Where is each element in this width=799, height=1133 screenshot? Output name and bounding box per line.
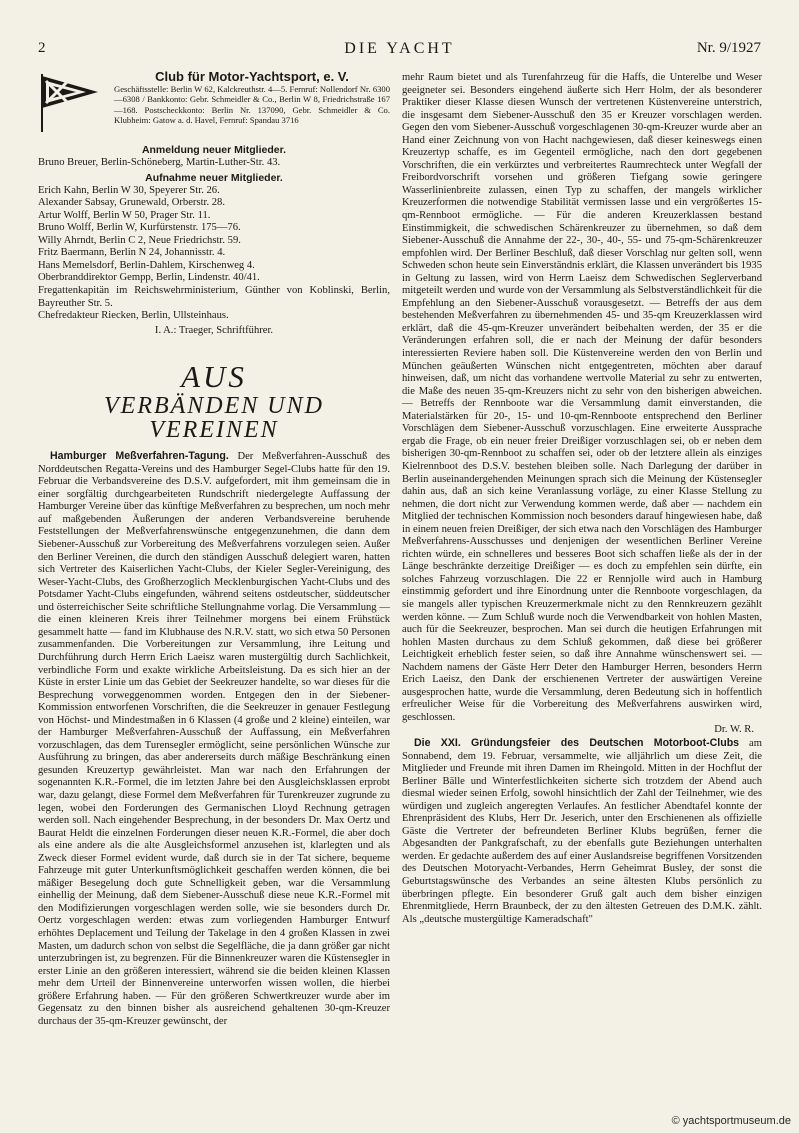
article1-signature: Dr. W. R. — [714, 724, 754, 736]
page-header — [38, 40, 761, 60]
list-item: Bruno Wolff, Berlin W, Kurfürstenstr. 175—76. — [38, 222, 241, 234]
issue-number: Nr. 9/1927 — [696, 40, 761, 56]
journal-title: DIE YACHT — [344, 40, 455, 57]
list-item: Hans Memelsdorf, Berlin-Dahlem, Kirschenweg 4. — [38, 259, 255, 271]
club-name: Club für Motor-Yachtsport, e. V. — [155, 69, 349, 84]
list-item: Fritz Baermann, Berlin N 24, Johannisstr. 4. — [38, 247, 226, 259]
section-title-line1: AUS — [181, 359, 247, 395]
right-column — [402, 72, 762, 926]
article2-body: am Sonnabend, dem 19. Februar, versammelte, wie alljährlich um diese Zeit, die Mitglieder und Freunde mit ihren Damen im Rheingold. Mitten in der Hochflut der Berliner Bälle und Winterfestlichkeiten sicherte sich trotzdem der Abend auch diesmal wieder seinen Erfolg, sowohl hinsichtlich der Zahl der Teilnehmer, wie des würdigen und zugleich angeregten Verlaufes. An festlicher Abendtafel konnte der Ehrenpräsident des Klubs, Herr Dr. Jeserich, unter den Erschienenen als offizielle Gäste die Vertreter der befreundeten Berliner Klubs begrüßen, ferner die Abgesandten der Pankgrafschaft, zu der ebenfalls gute Beziehungen unterhalten werden. Er gedachte außerdem des auf einer Auslandsreise begriffenen Vorsitzenden des Deutschen Motoryacht-Verbandes, Herrn Geheimrat Busley, der sonst die Geburtstagswünsche des Verbandes an seine ältesten Klubs persönlich zu überbringen pflegte. Ein besonderer Gruß galt auch dem bisher einzigen Ehrenmitgliede, Herrn Braunbeck, der zu den ältesten Getreuen des D.M.K. zählt. Als „deutsche mustergültige Kameradschaft" — [402, 737, 762, 925]
article1-paragraph1 — [38, 450, 390, 1028]
member-list — [38, 185, 390, 323]
list-item: Chefredakteur Riecken, Berlin, Ullsteinhaus. — [38, 310, 229, 322]
article1-body: Der Meßverfahren-Ausschuß des Norddeutschen Regatta-Vereins und des Hamburger Segel-Clubs hatte für den 19. Februar die Verbandsvereine des D.S.V. aufgefordert, mit ihm gemeinsam die in einer sorgfältig durchgearbeiteten Rundschrift niedergelegte Auffassung der Hamburger Vereine über das künftige Meßverfahren zu besprechen, um noch mehr auf maßgebenden Äußerungen der anderen Verbandsvereine beruhende Feststellungen der Meßverfahrenswünsche entgegenzunehmen, die dann dem Siebener-Ausschuß zur Vorbereitung des Meßverfahrens vorzulegen seien. Außer den Berliner Vereinen, die durch den ständigen Ausschuß delegiert waren, hatten sich Vertreter des Kaiserlichen Yacht-Clubs, der Kieler Segler-Vereinigung, des Weser-Yacht-Clubs, des Großherzoglich Mecklenburgischen Yacht-Clubs und des Potsdamer Yacht-Clubs eingefunden, während seitens ostdeutscher, süddeutscher und österreichischer Seite schriftliche Stellungnahme vorlag. Die Versammlung — die einen kleineren Kreis ihrer Teilnehmer morgens bei einem Frühstück gesammelt hatte — fand im Klubhause des N.R.V. statt, wo sich etwa 50 Personen zusammenfanden. Die Vorbereitungen zur Versammlung, ihre Leitung und Durchführung durch Herrn Erich Laeisz waren mustergültig durch Sachlichkeit, verbindliche Form und exakte wirkliche Arbeitsleistung. Da es sich hier an der Küste in erster Linie um das Gebiet der Seekreuzer handelte, so war dieses für die Besprechung vorweggenommen worden. Entgegen den in der Siebener-Kommission entworfenen Vorschriften, die die Seekreuzer in genauer Festlegung von Höchst- und Mindestmaßen in 6 Klassen (4 große und 2 kleine) einteilen, war der Hamburger Meßverfahren-Ausschuß der Auffassung, ein Meßverfahren vorzuschlagen, das dem Turensegler ermöglicht, seine persönlichen Wünsche zur Ausführung zu bringen, das aber andererseits durch mäßige Beschränkung einen gesunden Kreuzertyp gewährleistet. Man war nach den Erfahrungen der sogenannten K.R.-Formel, die im letzten Jahre bei den Ausgleichsklassen erprobt war, dazu gelangt, diese Formel dem Meßverfahren für Turenkreuzer zugrunde zu legen, wobei den Forderungen des Germanischen Lloyd Rechnung getragen werden soll. Nach eingehender Besprechung, in der besonders Dr. Max Oertz und Baurat Heldt die einzelnen Forderungen dieser neuen K.R.-Formel, die aber doch als eine andere als die alte Ausgleichsformel anzusehen ist, klarlegten und als Zweck dieser Formel evident wurde, daß durch sie in der Tat sichere, bequeme Fahrzeuge mit guter Unterkunftsmöglichkeit geschaffen werden können, die bei mäßiger Besegelung doch gute Schnelligkeit geben, war die Versammlung einhellig der Meinung, daß dem Siebener-Ausschuß diese neue K.R.-Formel mit den Modifizierungen vorgeschlagen werden solle, wie sie besonders durch Dr. Oertz vorgeschlagen werden: etwas zum vorliegenden Hamburger Entwurf erhöhtes Deplacement und Teilung der Takelage in den 4 großen Klassen in zwei Masten, um dadurch schon von selbst die Segelfläche, die ja dann größer gar nicht unterzubringen ist, zu begrenzen. Für die Binnenkreuzer waren die Küstensegler in erster Linie an den größeren interessiert, während sie die beiden kleinen Klassen mehr dem Urteil der Binnenvereine unterworfen wissen wollen, die hierbei größere Erfahrung haben. — Für den größeren Schwertkreuzer wurde aber im Gegensatz zu den binnen bisher als ausreichend gehaltenen 30-qm-Kreuzer durchaus der 35-qm-Kreuzer gewünscht, der — [38, 451, 390, 1027]
club-notice — [38, 69, 391, 140]
club-burgee-icon — [38, 72, 100, 132]
registration-signature: I. A.: Traeger, Schriftführer. — [154, 324, 274, 336]
section-title — [38, 361, 390, 442]
registration-heading: Anmeldung neuer Mitglieder. — [141, 144, 287, 156]
article2-headline: Die XXI. Gründungsfeier des Deutschen Motorboot-Clubs — [414, 736, 740, 749]
article2-paragraph — [402, 737, 762, 926]
section-title-line2: VERBÄNDEN UND VEREINEN — [104, 393, 324, 444]
club-phone-bank: Fernruf: Nollendorf Nr. 6300—6308 / Bankkonto: Gebr. Schmeidler & Co., Berlin W 8, Friedrichstraße 167—168. — [114, 84, 391, 115]
club-address: Geschäftsstelle: Berlin W 62, Kalckreuthstr. 4—5. — [114, 84, 288, 95]
page-number: 2 — [38, 40, 46, 56]
club-postal: Postscheckkonto: Berlin Nr. 137090, Gebr. Schmeidler & Co. — [144, 104, 390, 115]
list-item: Oberbranddirektor Gempp, Berlin, Lindenstr. 40/41. — [38, 272, 260, 284]
copyright-credit: © yachtsportmuseum.de — [671, 1115, 791, 1127]
applicant: Bruno Breuer, Berlin-Schöneberg, Martin-Luther-Str. 43. — [38, 156, 281, 168]
article1-paragraph2: mehr Raum bietet und als Turenfahrzeug für die Haffs, die Unterelbe und Weser geeigneter sei. Besonders eingehend äußerte sich Herr Holm, der als besonderer Praktiker dieser Klasse diesen Wunsch der vertretenen Küstenvereine unterstrich, die insgesamt dem Siebener-Ausschuß den 35 er Kreuzer vorschlagen werden. Gegen den vom Siebener-Ausschuß vorgeschlagenen 30-qm-Kreuzer wurde aber an Hand einer Zeichnung von von Hacht nachgewiesen, daß dieser keineswegs einen Kreuzertyp schaffe, es im Gegenteil ermögliche, nach den dort gegebenen Vorschriften, die ein verkürztes und verbreitertes Raumrechteck unter Wegfall der Freibordvorschrift vorsehen und größeren Tiefgang sowie geringere Wasserlinienbreite zulassen, einen Typ zu schaffen, der mangels wirklicher Kreuzerformen die notwendige Stabilität vermissen lasse und ein vergrößertes 15-qm-Rennboot ermögliche. — Für die anderen Kreuzerklassen bestand Einstimmigkeit, die schwedischen Schärenkreuzer zu übernehmen, so daß dem Siebener-Ausschuß die Annahme der 22-, 30-, 40-, 55- und 75-qm-Schärenkreuzer empfohlen wird. Der Berliner Beschluß, daß dieser Vorschlag nur gelten soll, wenn Schweden schon heute sein Einverständnis erklärt, die Klassen unverändert bis 1935 in Geltung zu lassen, wird von Herrn Laeisz dem Schwedischen Seglerverband mitgeteilt werden und wurde von der Versammlung als Selbstverständlichkeit für die Empfehlung an den Siebener-Ausschuß vorausgesetzt. — Betreffs der aus dem bestehenden Meßverfahren zu übernehmenden 45- und 35-qm Kreuzerklassen wird erklärt, daß die 45-qm-Kreuzer unverändert beibehalten werden, der 35 er die Veränderungen erfahren soll, die er nach der Meinung der dafür besonders interessierten Reviere haben soll. Die Küstenvereine werden den von Berlin und München geäußerten Wünschen nicht entgegentreten, möchten aber darauf hinweisen, daß, um nicht das vorhandene wertvolle Material zu sehr zu entwerten, die Maße des neuen 35-qm-Kreuzers nicht zu sehr von den bisherigen abweichen. — Betreffs der Rennboote war die Versammlung damit einverstanden, die Materialstärken für 20-, 15- und 10-qm-Rennboote entsprechend den Berliner Vorschlägen dem Siebener-Ausschuß vorzuschlagen. Eine erweiterte Aussprache ergab die Frage, ob ein neuer freier Dreißiger vorzuschlagen sei, ob er neben dem bisherigen 30-qm-Rennboot zu schaffen sei, oder ob der letztere allein als einziges Kielrennboot des D.S.V. bestehen bleiben solle. Nach Darlegung der darüber in Berlin auseinandergehenden Meinungen sprach sich die Meinung der Küstensegler dahin aus, daß an sich keine Veranlassung vorläge, zu einer Klasse Stellung zu nehmen, die dort nicht zur Verwendung kommen werde, daß aber — nachdem ein Mitglied der technischen Kommission noch besonders darauf hingewiesen habe, daß in einem neuen freien Dreißiger, der sich etwa nach den Vorschlägen des Hamburger Meßverfahrens-Ausschusses und denjenigen der wesentlichen Berliner Vereine richten würde, ein schnelleres und besseres Boot sich schaffen ließe als der in der Länge beschränkte derzeitige Dreißiger — es doch zu empfehlen sein dürfte, ein solches Fahrzeug vorzuschlagen. Die 22 er Rennjolle wird auch in Hamburg einstimmig gefordert und ihre Einordnung unter die Rennboote vorgeschlagen, da sie mangels aller typischen Kreuzermerkmale nicht zu den Rennkreuzern gezählt werden könne. — Zum Schluß wurde noch die Verwendbarkeit von hohlen Masten, auch für die Seekreuzer, besprochen. Man sei durch die heutigen Erfahrungen mit hohlen Masten durchaus zu dem Schluß gekommen, daß diese bei größerer Leichtigkeit erheblich fester seien, so daß ihre Annahme wünschenswert sei. — Nachdem namens der Gäste Herr Deter den Hamburger Herren, besonders Herrn Erich Laeisz, den Dank der erschienenen Vertreter der auswärtigen Vereine ausgesprochen hatte, wurde die Versammlung, deren Bedeutung sich in hoffentlich erfreulicher Weise für die Vorbereitung des Meßverfahrens auswirken wird, geschlossen. — [402, 72, 762, 723]
left-column — [38, 69, 391, 1028]
list-item: Artur Wolff, Berlin W 50, Prager Str. 11. — [38, 209, 211, 221]
list-item: Willy Ahrndt, Berlin C 2, Neue Friedrichstr. 59. — [38, 234, 241, 246]
admission-heading: Aufnahme neuer Mitglieder. — [145, 172, 283, 185]
club-clubhouse: Klubheim: Gatow a. d. Havel, Fernruf: Spandau 3716 — [114, 114, 299, 125]
list-item: Alexander Sabsay, Grunewald, Orberstr. 28. — [38, 197, 226, 209]
list-item: Fregattenkapitän im Reichswehrministerium, Günther von Koblinski, Berlin, Bayreuther Str. 5. — [38, 285, 390, 309]
list-item: Erich Kahn, Berlin W 30, Speyerer Str. 26. — [38, 184, 220, 196]
club-info — [114, 69, 391, 125]
article1-headline: Hamburger Meßverfahren-Tagung. — [50, 450, 229, 463]
